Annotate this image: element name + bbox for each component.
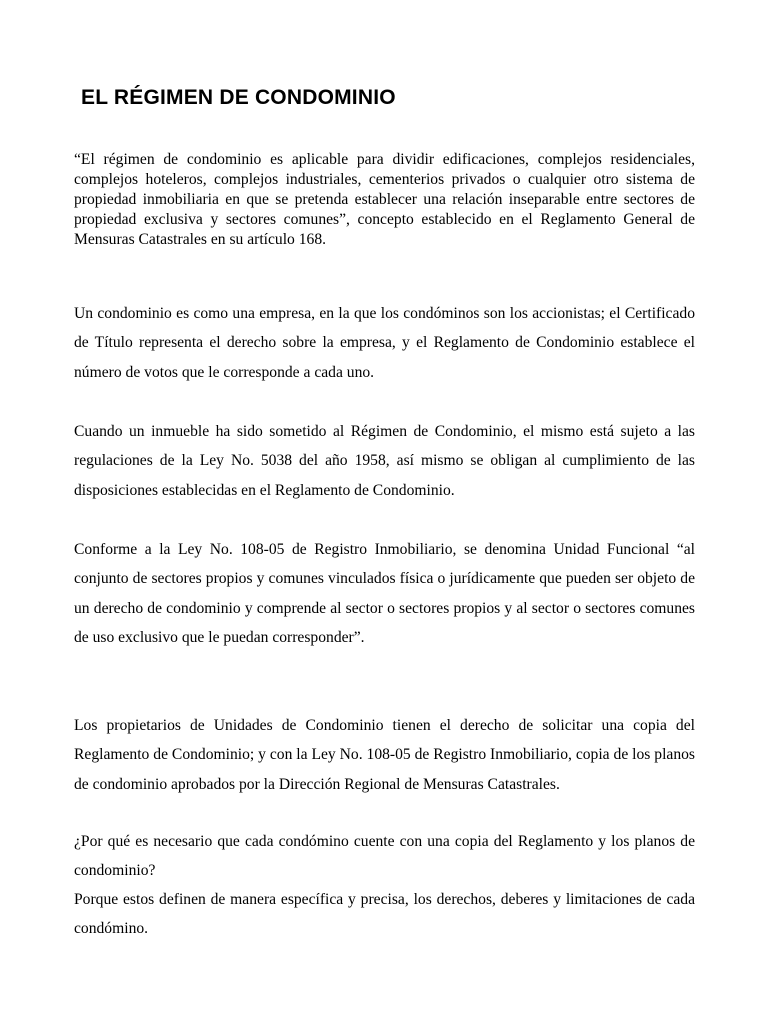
- paragraph-owner-rights: Los propietarios de Unidades de Condominio tienen el derecho de solicitar una copia del Reglamento de Condominio; y con la Ley No. 108-05 de Registro Inmobiliario, copia de los planos de condominio aprobados por la Dirección Regional de Mensuras Catastrales.: [74, 717, 695, 793]
- paragraph-law-5038: Cuando un inmueble ha sido sometido al Régimen de Condominio, el mismo está sujeto a las regulaciones de la Ley No. 5038 del año 1958, así mismo se obligan al cumplimiento de las disposiciones establecidas en el Reglamento de Condominio.: [74, 423, 695, 499]
- paragraph-question: ¿Por qué es necesario que cada condómino cuente con una copia del Reglamento y los planos de condominio?: [74, 833, 695, 880]
- paragraph-definition: “El régimen de condominio es aplicable para dividir edificaciones, complejos residenciales, complejos hoteleros, complejos industriales, cementerios privados o cualquier otro sistema de propiedad inmobiliaria en que se pretenda establecer una relación inseparable entre sectores de propiedad exclusiva y sectores comunes”, concepto establecido en el Reglamento General de Mensuras Catastrales en su artículo 168.: [74, 151, 695, 248]
- paragraph-functional-unit: Conforme a la Ley No. 108-05 de Registro Inmobiliario, se denomina Unidad Funcional “al conjunto de sectores propios y comunes vinculados física o jurídicamente que pueden ser objeto de un derecho de condominio y comprende al sector o sectores propios y al sector o sectores comunes de uso exclusivo que le puedan corresponder”.: [74, 541, 695, 646]
- document-title: EL RÉGIMEN DE CONDOMINIO: [81, 86, 396, 109]
- paragraph-company-analogy: Un condominio es como una empresa, en la que los condóminos son los accionistas; el Certificado de Título representa el derecho sobre la empresa, y el Reglamento de Condominio establece el número de votos que le corresponde a cada uno.: [74, 305, 695, 381]
- paragraph-answer: Porque estos definen de manera específica y precisa, los derechos, deberes y limitaciones de cada condómino.: [74, 891, 695, 938]
